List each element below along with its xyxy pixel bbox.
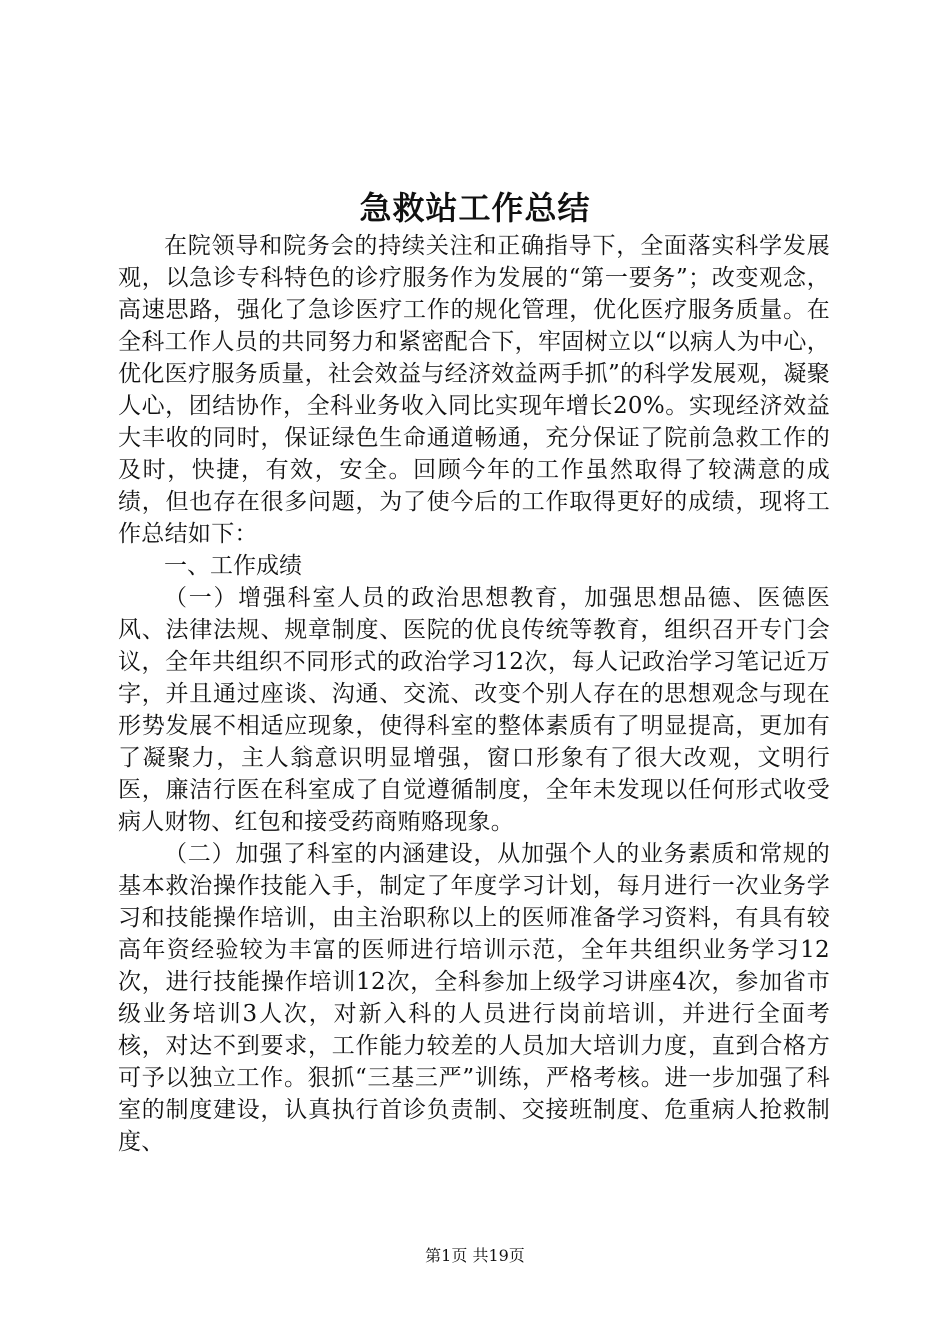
document-body [118,230,830,1158]
section-heading: 一、工作成绩 [164,553,302,579]
document-title: 急救站工作总结 [359,189,591,227]
intro-paragraph: 在院领导和院务会的持续关注和正确指导下，全面落实科学发展观，以急诊专科特色的诊疗服务作为发展的“第一要务”；改变观念，高速思路，强化了急诊医疗工作的规化管理，优化医疗服务质量。在全科工作人员的共同努力和紧密配合下，牢固树立以“以病人为中心，优化医疗服务质量，社会效益与经济效益两手抓”的科学发展观，凝聚人心，团结协作，全科业务收入同比实现年增长20%。实现经济效益大丰收的同时，保证绿色生命通道畅通，充分保证了院前急救工作的及时，快捷，有效，安全。回顾今年的工作虽然取得了较满意的成绩，但也存在很多问题，为了使今后的工作取得更好的成绩，现将工作总结如下： [118,233,830,547]
body-paragraph-2: （二）加强了科室的内涵建设，从加强个人的业务素质和常规的基本救治操作技能入手，制定了年度学习计划，每月进行一次业务学习和技能操作培训，由主治职称以上的医师准备学习资料，有具有较高年资经验较为丰富的医师进行培训示范，全年共组织业务学习12次，进行技能操作培训12次，全科参加上级学习讲座4次，参加省市级业务培训3人次，对新入科的人员进行岗前培训，并进行全面考核，对达不到要求，工作能力较差的人员加大培训力度，直到合格方可予以独立工作。狠抓“三基三严”训练，严格考核。进一步加强了科室的制度建设，认真执行首诊负责制、交接班制度、危重病人抢救制度、 [118,841,830,1155]
page-footer: 第1页 共19页 [425,1246,525,1265]
body-paragraph-1: （一）增强科室人员的政治思想教育，加强思想品德、医德医风、法律法规、规章制度、医院的优良传统等教育，组织召开专门会议，全年共组织不同形式的政治学习12次，每人记政治学习笔记近万字，并且通过座谈、沟通、交流、改变个别人存在的思想观念与现在形势发展不相适应现象，使得科室的整体素质有了明显提高，更加有了凝聚力，主人翁意识明显增强，窗口形象有了很大改观，文明行医，廉洁行医在科室成了自觉遵循制度，全年未发现以任何形式收受病人财物、红包和接受药商贿赂现象。 [118,585,830,835]
